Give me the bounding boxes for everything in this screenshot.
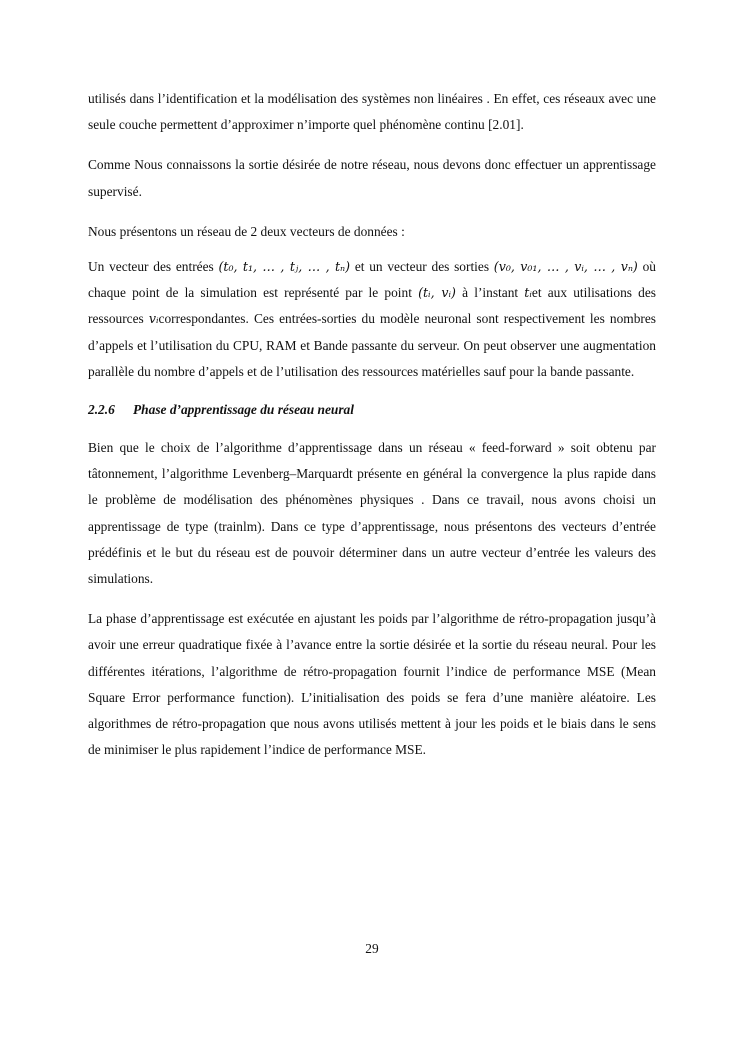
text-run: à l’instant [455,285,525,301]
text-run: et un vecteur des sorties [350,259,494,275]
text-run: correspondantes. Ces entrées-sorties du modèle neuronal sont respectivement les nombres d’appels et l’utilisation du CPU, RAM et Bande passante du serveur. On peut observer une augmentation parallèle du nombre d’appels et de l’utilisation des ressources matérielles sauf pour la bande passante. [88,311,657,379]
paragraph-vectors-intro: Nous présentons un réseau de 2 deux vecteurs de données : [88,223,405,239]
paragraph-training: La phase d’apprentissage est exécutée en ajustant les poids par l’algorithme de rétro-propagation jusqu’à avoir une erreur quadratique fixée à l’avance entre la sortie désirée et la sortie du réseau neural. Pour les différentes itérations, l’algorithme de rétro-propagation fournit l’indice de performance MSE (Mean Square Error performance function). L’initialisation des poids se fera d’une manière aléatoire. Les algorithmes de rétro-propagation que nous avons utilisés mettent à jour les poids et le biais dans le sens de minimiser le plus rapidement l’indice de performance MSE. [88,611,656,758]
section-number: 2.2.6 [88,402,115,418]
section-title: Phase d’apprentissage du réseau neural [133,402,354,418]
math-instant: tᵢ [524,285,532,301]
math-output-vector: (v₀, v₀₁, … , vᵢ, … , vₙ) [493,259,638,275]
text-run: Un vecteur des entrées [88,259,219,275]
section-heading [88,399,656,421]
page-content [88,86,656,777]
math-resource: vᵢ [148,311,159,327]
math-point: (tᵢ, vᵢ) [418,285,456,301]
paragraph-vectors [88,254,656,385]
page-number: 29 [365,941,379,956]
paragraph-supervised: Comme Nous connaissons la sortie désirée de notre réseau, nous devons donc effectuer un apprentissage supervisé. [88,157,656,199]
paragraph-intro: utilisés dans l’identification et la modélisation des systèmes non linéaires . En effet, ces réseaux avec une seule couche permettent d’approximer n’importe quel phénomène continu [2.01]. [88,91,656,133]
math-input-vector: (t₀, t₁, … , tⱼ, … , tₙ) [218,259,351,275]
paragraph-algorithm: Bien que le choix de l’algorithme d’apprentissage dans un réseau « feed-forward » soit obtenu par tâtonnement, l’algorithme Levenberg–Marquardt présente en général la convergence la plus rapide dans le problème de modélisation des phénomènes physiques . Dans ce travail, nous avons choisi un apprentissage de type (trainlm). Dans ce type d’apprentissage, nous présentons des vecteurs d’entrée prédéfinis et le but du réseau est de pouvoir déterminer dans un autre vecteur d’entrée les valeurs des simulations. [88,440,656,587]
text-run: et aux utilisations des ressources [88,285,656,327]
text-run: où chaque point de la simulation est représenté par le point [88,259,656,301]
